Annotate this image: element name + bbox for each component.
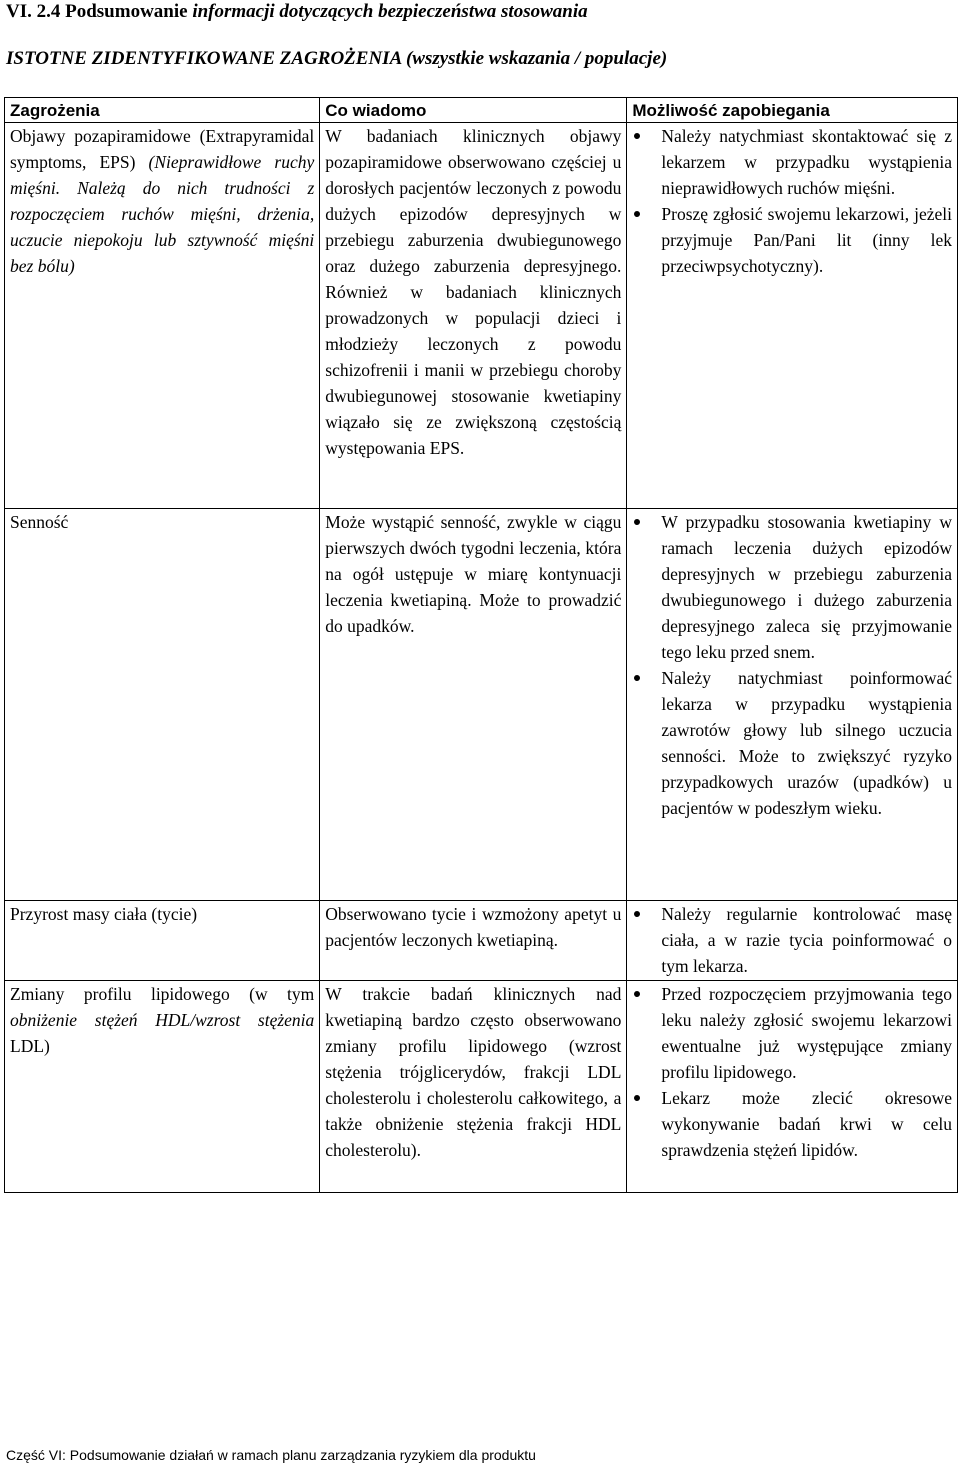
table-header-row: [5, 98, 958, 123]
prevention-item: W przypadku stosowania kwetiapiny w ramach leczenia dużych epizodów depresyjnych w przebiegu zaburzenia dwubiegunowego i dużego zaburzenia depresyjnego zaleca się przyjmowanie tego leku przed snem.: [632, 509, 952, 665]
prevention-cell: [627, 509, 958, 901]
page-footer: Część VI: Podsumowanie działań w ramach planu zarządzania ryzykiem dla produktu: [6, 1447, 536, 1463]
section-heading: [6, 0, 588, 24]
risk-cell: [5, 123, 320, 509]
prevention-item: Lekarz może zlecić okresowe wykonywanie badań krwi w celu sprawdzenia stężeń lipidów.: [632, 1085, 952, 1163]
risk-text-italic: (Nieprawidłowe ruchy mięśni. Należą do nich trudności z rozpoczęciem ruchów mięśni, drżenia, uczucie niepokoju lub sztywność mięśni bez bólu): [10, 152, 315, 276]
table-row: [5, 901, 958, 981]
risk-text: Objawy pozapiramidowe (Extrapyramidal symptoms, EPS): [10, 126, 315, 172]
header-prevention: Możliwość zapobiegania: [627, 98, 958, 123]
section-heading-italic: informacji dotyczących bezpieczeństwa stosowania: [192, 1, 588, 22]
header-risk: Zagrożenia: [5, 98, 320, 123]
risk-cell: [5, 981, 320, 1193]
risk-text: Przyrost masy ciała (tycie): [10, 904, 198, 924]
known-cell: Obserwowano tycie i wzmożony apetyt u pacjentów leczonych kwetiapiną.: [320, 901, 627, 981]
risk-cell: [5, 901, 320, 981]
risk-text: Senność: [10, 512, 69, 532]
prevention-item: Należy natychmiast skontaktować się z lekarzem w przypadku wystąpienia nieprawidłowych ruchów mięśni.: [632, 123, 952, 201]
risk-text: Zmiany profilu lipidowego (w tym: [10, 984, 315, 1004]
known-cell: W trakcie badań klinicznych nad kwetiapiną bardzo często obserwowano zmiany profilu lipidowego (wzrost stężenia trójglicerydów, frakcji LDL cholesterolu i cholesterolu całkowitego, a także obniżenie stężenia frakcji HDL cholesterolu).: [320, 981, 627, 1193]
risk-text-italic: obniżenie stężeń HDL/wzrost stężenia: [10, 1010, 315, 1030]
table-row: [5, 123, 958, 509]
risk-text-tail: LDL): [10, 1036, 50, 1056]
prevention-item: Należy regularnie kontrolować masę ciała, a w razie tycia poinformować o tym lekarza.: [632, 901, 952, 979]
section-heading-prefix: VI. 2.4 Podsumowanie: [6, 1, 193, 22]
table-row: [5, 981, 958, 1193]
header-known: Co wiadomo: [320, 98, 627, 123]
prevention-list: [632, 981, 952, 1163]
prevention-item: Proszę zgłosić swojemu lekarzowi, jeżeli przyjmuje Pan/Pani lit (inny lek przeciwpsychotyczny).: [632, 201, 952, 279]
prevention-cell: [627, 901, 958, 981]
prevention-cell: [627, 981, 958, 1193]
known-cell: W badaniach klinicznych objawy pozapiramidowe obserwowano częściej u dorosłych pacjentów leczonych z powodu dużych epizodów depresyjnych w przebiegu zaburzenia dwubiegunowego oraz dużego zaburzenia depresyjnego. Również w badaniach klinicznych prowadzonych w populacji dzieci i młodzieży leczonych z powodu schizofrenii i manii w przebiegu choroby dwubiegunowej stosowanie kwetiapiny wiązało się ze zwiększoną częstością występowania EPS.: [320, 123, 627, 509]
known-cell: Może wystąpić senność, zwykle w ciągu pierwszych dwóch tygodni leczenia, która na ogół ustępuje w miarę kontynuacji leczenia kwetiapiną. Może to prowadzić do upadków.: [320, 509, 627, 901]
risk-cell: [5, 509, 320, 901]
prevention-cell: [627, 123, 958, 509]
table-row: [5, 509, 958, 901]
risks-subheading: ISTOTNE ZIDENTYFIKOWANE ZAGROŻENIA (wszystkie wskazania / populacje): [6, 48, 668, 69]
prevention-list: [632, 509, 952, 821]
risks-table: [4, 97, 958, 1193]
prevention-item: Przed rozpoczęciem przyjmowania tego leku należy zgłosić swojemu lekarzowi ewentualne już występujące zmiany profilu lipidowego.: [632, 981, 952, 1085]
prevention-list: [632, 123, 952, 279]
prevention-list: [632, 901, 952, 979]
prevention-item: Należy natychmiast poinformować lekarza w przypadku wystąpienia zawrotów głowy lub silnego uczucia senności. Może to zwiększyć ryzyko przypadkowych urazów (upadków) u pacjentów w podeszłym wieku.: [632, 665, 952, 821]
